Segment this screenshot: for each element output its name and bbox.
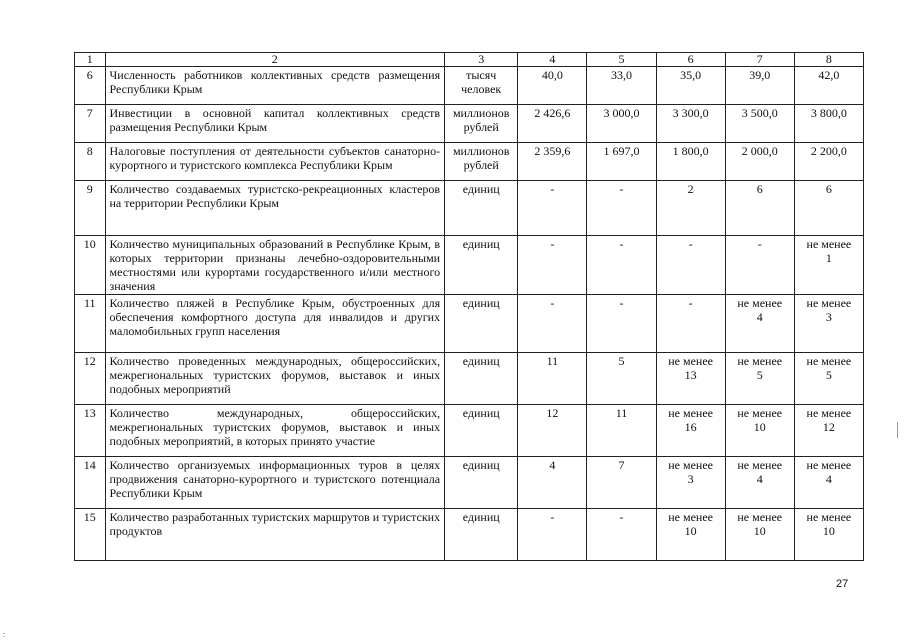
unit-cell: единиц [445, 295, 518, 353]
table-row [75, 457, 864, 509]
value-cell: - [587, 236, 656, 295]
row-number: 8 [75, 143, 106, 181]
table-row [75, 405, 864, 457]
value-cell: не менее 16 [656, 405, 725, 457]
value-cell: 33,0 [587, 67, 656, 105]
indicator-description: Количество разработанных туристских маршрутов и туристских продуктов [105, 509, 445, 561]
value-cell: - [656, 295, 725, 353]
indicator-description: Количество создаваемых туристско-рекреационных кластеров на территории Республики Крым [105, 181, 445, 236]
unit-cell: миллионов рублей [445, 105, 518, 143]
value-cell: 39,0 [725, 67, 794, 105]
value-cell: - [518, 181, 587, 236]
indicator-description: Количество пляжей в Республике Крым, обустроенных для обеспечения комфортного доступа для инвалидов и других маломобильных групп населения [105, 295, 445, 353]
value-cell: 35,0 [656, 67, 725, 105]
value-cell: не менее 10 [725, 405, 794, 457]
unit-cell: единиц [445, 353, 518, 405]
row-number: 14 [75, 457, 106, 509]
header-cell: 1 [75, 53, 106, 67]
value-cell: не менее 4 [725, 295, 794, 353]
value-cell: 2 [656, 181, 725, 236]
value-cell: 7 [587, 457, 656, 509]
value-cell: - [587, 295, 656, 353]
row-number: 12 [75, 353, 106, 405]
table-row [75, 353, 864, 405]
value-cell: не менее 13 [656, 353, 725, 405]
value-cell: не менее 12 [794, 405, 863, 457]
unit-cell: единиц [445, 181, 518, 236]
table-row [75, 181, 864, 236]
indicators-table [74, 52, 864, 561]
table-row [75, 143, 864, 181]
unit-cell: единиц [445, 236, 518, 295]
header-cell: 3 [445, 53, 518, 67]
value-cell: не менее 1 [794, 236, 863, 295]
value-cell: 2 200,0 [794, 143, 863, 181]
value-cell: не менее 4 [794, 457, 863, 509]
value-cell: 6 [725, 181, 794, 236]
row-number: 15 [75, 509, 106, 561]
indicator-description: Инвестиции в основной капитал коллективных средств размещения Республики Крым [105, 105, 445, 143]
header-cell: 4 [518, 53, 587, 67]
value-cell: 4 [518, 457, 587, 509]
table-row [75, 236, 864, 295]
value-cell: 2 000,0 [725, 143, 794, 181]
header-cell: 8 [794, 53, 863, 67]
value-cell: не менее 5 [794, 353, 863, 405]
value-cell: не менее 3 [656, 457, 725, 509]
value-cell: 3 000,0 [587, 105, 656, 143]
table-row [75, 67, 864, 105]
header-cell: 2 [105, 53, 445, 67]
value-cell: - [587, 509, 656, 561]
scan-corner-mark: : [3, 630, 6, 639]
header-row [75, 53, 864, 67]
value-cell: 3 800,0 [794, 105, 863, 143]
indicator-description: Количество проведенных международных, общероссийских, межрегиональных туристских форумов, выставок и иных подобных мероприятий [105, 353, 445, 405]
scan-edge-mark [897, 422, 898, 438]
unit-cell: миллионов рублей [445, 143, 518, 181]
value-cell: - [587, 181, 656, 236]
value-cell: 11 [587, 405, 656, 457]
value-cell: 1 800,0 [656, 143, 725, 181]
row-number: 6 [75, 67, 106, 105]
value-cell: - [518, 236, 587, 295]
indicator-description: Количество организуемых информационных туров в целях продвижения санаторно-курортного и туристского потенциала Республики Крым [105, 457, 445, 509]
value-cell: не менее 4 [725, 457, 794, 509]
value-cell: 12 [518, 405, 587, 457]
value-cell: 2 359,6 [518, 143, 587, 181]
indicator-description: Количество международных, общероссийских, межрегиональных туристских форумов, выставок и иных подобных мероприятий, в которых принято участие [105, 405, 445, 457]
page-number: 27 [836, 578, 849, 590]
value-cell: 2 426,6 [518, 105, 587, 143]
value-cell: не менее 10 [794, 509, 863, 561]
table-row [75, 509, 864, 561]
value-cell: не менее 10 [656, 509, 725, 561]
unit-cell: тысяч человек [445, 67, 518, 105]
indicator-description: Численность работников коллективных средств размещения Республики Крым [105, 67, 445, 105]
value-cell: не менее 3 [794, 295, 863, 353]
value-cell: 3 500,0 [725, 105, 794, 143]
value-cell: - [518, 509, 587, 561]
value-cell: 6 [794, 181, 863, 236]
value-cell: - [725, 236, 794, 295]
row-number: 13 [75, 405, 106, 457]
value-cell: - [518, 295, 587, 353]
value-cell: 5 [587, 353, 656, 405]
value-cell: не менее 5 [725, 353, 794, 405]
indicator-description: Количество муниципальных образований в Республике Крым, в которых территории признаны лечебно-оздоровительными местностями или курортами государственного и/или местного значения [105, 236, 445, 295]
unit-cell: единиц [445, 457, 518, 509]
indicator-description: Налоговые поступления от деятельности субъектов санаторно-курортного и туристского комплекса Республики Крым [105, 143, 445, 181]
table-row [75, 295, 864, 353]
header-cell: 7 [725, 53, 794, 67]
header-cell: 6 [656, 53, 725, 67]
table-row [75, 105, 864, 143]
unit-cell: единиц [445, 405, 518, 457]
unit-cell: единиц [445, 509, 518, 561]
value-cell: 11 [518, 353, 587, 405]
row-number: 10 [75, 236, 106, 295]
value-cell: - [656, 236, 725, 295]
row-number: 9 [75, 181, 106, 236]
value-cell: не менее 10 [725, 509, 794, 561]
value-cell: 3 300,0 [656, 105, 725, 143]
row-number: 7 [75, 105, 106, 143]
value-cell: 40,0 [518, 67, 587, 105]
header-cell: 5 [587, 53, 656, 67]
value-cell: 1 697,0 [587, 143, 656, 181]
value-cell: 42,0 [794, 67, 863, 105]
row-number: 11 [75, 295, 106, 353]
